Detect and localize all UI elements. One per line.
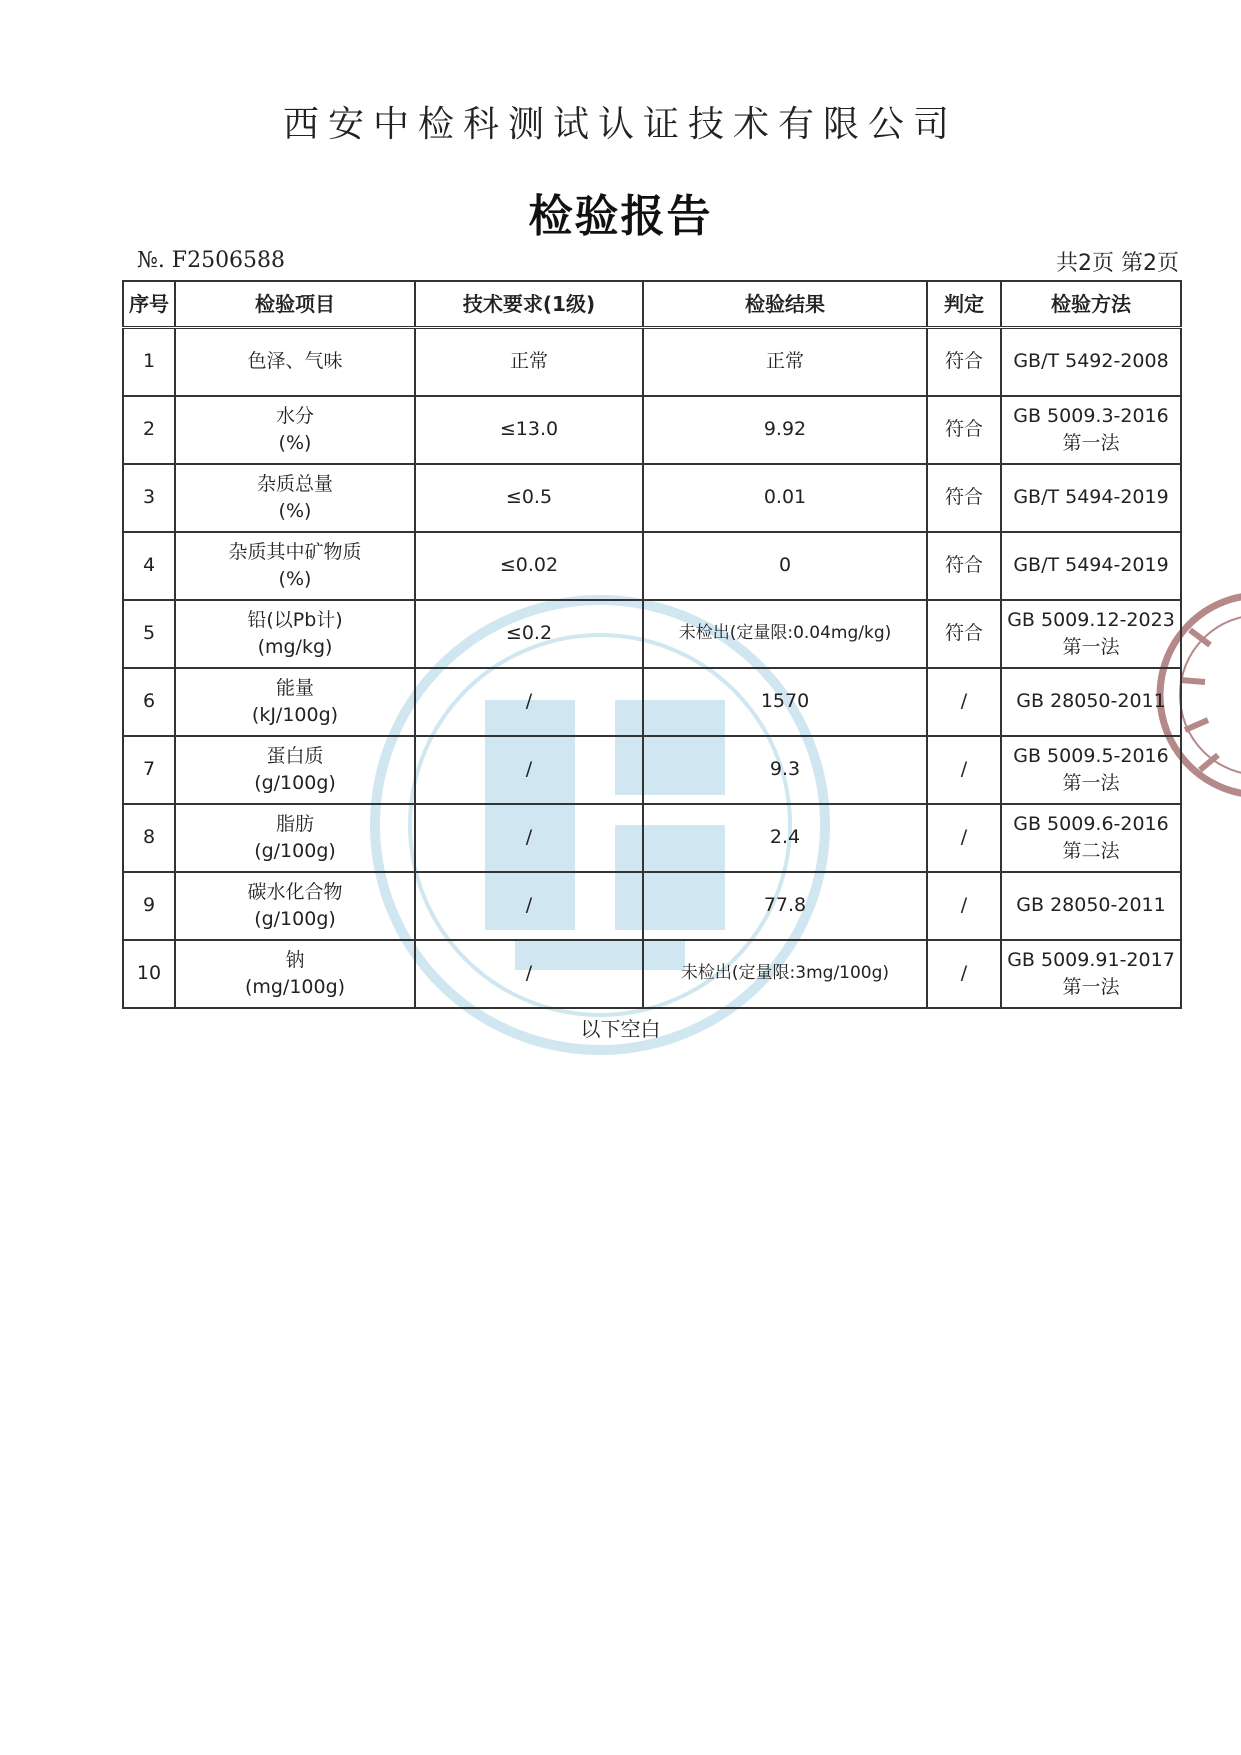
cell-requirement: 正常 (415, 328, 643, 396)
cell-item (175, 600, 415, 668)
cell-item (175, 328, 415, 396)
table-row (123, 668, 1181, 736)
cell-verdict: / (927, 668, 1001, 736)
cell-no: 7 (123, 736, 175, 804)
item-unit: (kJ/100g) (251, 703, 339, 726)
table-header-row (123, 281, 1181, 328)
cell-requirement: / (415, 804, 643, 872)
table-row (123, 464, 1181, 532)
cell-item (175, 396, 415, 464)
item-name: 杂质总量 (256, 472, 333, 495)
item-name: 水分 (275, 404, 314, 427)
table-row (123, 736, 1181, 804)
cell-requirement: / (415, 940, 643, 1008)
cell-verdict: / (927, 872, 1001, 940)
method-clause: 第二法 (1062, 839, 1120, 862)
method-standard: GB/T 5494-2019 (1013, 554, 1169, 576)
cell-result: 未检出(定量限:0.04mg/kg) (643, 600, 927, 668)
cell-result: 9.92 (643, 396, 927, 464)
cell-method (1001, 464, 1181, 532)
cell-no: 1 (123, 328, 175, 396)
cell-requirement: ≤13.0 (415, 396, 643, 464)
cell-result: 正常 (643, 328, 927, 396)
cell-item (175, 804, 415, 872)
cell-method (1001, 736, 1181, 804)
method-standard: GB 5009.91-2017 (1007, 948, 1175, 971)
cell-verdict: 符合 (927, 464, 1001, 532)
method-clause: 第一法 (1062, 635, 1120, 658)
cell-method (1001, 396, 1181, 464)
item-name: 蛋白质 (266, 744, 324, 767)
report-title: 检验报告 (528, 191, 713, 242)
cell-item (175, 872, 415, 940)
cell-no: 5 (123, 600, 175, 668)
item-unit: (%) (278, 567, 312, 590)
cell-method (1001, 668, 1181, 736)
cell-result: 2.4 (643, 804, 927, 872)
cell-item (175, 464, 415, 532)
item-name: 杂质其中矿物质 (228, 540, 362, 563)
results-table (122, 280, 1182, 1009)
cell-method (1001, 328, 1181, 396)
cell-verdict: / (927, 736, 1001, 804)
cell-requirement: ≤0.5 (415, 464, 643, 532)
cell-result: 1570 (643, 668, 927, 736)
cell-no: 8 (123, 804, 175, 872)
header-method: 检验方法 (1001, 281, 1181, 328)
cell-no: 2 (123, 396, 175, 464)
cell-method (1001, 872, 1181, 940)
method-standard: GB 28050-2011 (1016, 894, 1166, 916)
header-no: 序号 (123, 281, 175, 328)
company-name: 西安中检科测试认证技术有限公司 (282, 104, 958, 145)
method-clause: 第一法 (1062, 975, 1120, 998)
cell-verdict: 符合 (927, 396, 1001, 464)
table-row (123, 872, 1181, 940)
item-unit: (mg/100g) (244, 975, 346, 998)
cell-no: 9 (123, 872, 175, 940)
item-unit: (g/100g) (254, 771, 336, 794)
table-row (123, 532, 1181, 600)
header-requirement: 技术要求(1级) (415, 281, 643, 328)
cell-no: 10 (123, 940, 175, 1008)
cell-method (1001, 804, 1181, 872)
cell-verdict: 符合 (927, 328, 1001, 396)
item-unit: (%) (278, 431, 312, 454)
cell-item (175, 736, 415, 804)
header-result: 检验结果 (643, 281, 927, 328)
cell-result: 0.01 (643, 464, 927, 532)
item-unit: (g/100g) (254, 839, 336, 862)
cell-requirement: / (415, 872, 643, 940)
cell-item (175, 668, 415, 736)
cell-requirement: / (415, 668, 643, 736)
cell-no: 6 (123, 668, 175, 736)
blank-below-note: 以下空白 (580, 1017, 661, 1041)
cell-method (1001, 600, 1181, 668)
method-clause: 第一法 (1062, 771, 1120, 794)
cell-item (175, 532, 415, 600)
cell-method (1001, 940, 1181, 1008)
item-unit: (mg/kg) (257, 635, 333, 658)
page-indicator: 共2页 第2页 (1056, 251, 1179, 276)
item-name: 色泽、气味 (247, 350, 343, 373)
cell-verdict: 符合 (927, 532, 1001, 600)
table-row (123, 600, 1181, 668)
method-standard: GB/T 5492-2008 (1013, 350, 1169, 373)
method-standard: GB 5009.12-2023 (1007, 608, 1175, 631)
cell-no: 4 (123, 532, 175, 600)
header-item: 检验项目 (175, 281, 415, 328)
method-standard: GB 28050-2011 (1016, 690, 1166, 712)
cell-no: 3 (123, 464, 175, 532)
cell-result: 未检出(定量限:3mg/100g) (643, 940, 927, 1008)
table-row (123, 396, 1181, 464)
method-standard: GB/T 5494-2019 (1013, 486, 1169, 508)
table-row (123, 804, 1181, 872)
item-name: 碳水化合物 (247, 880, 343, 903)
cell-requirement: ≤0.2 (415, 600, 643, 668)
cell-result: 9.3 (643, 736, 927, 804)
cell-verdict: 符合 (927, 600, 1001, 668)
cell-item (175, 940, 415, 1008)
cell-result: 77.8 (643, 872, 927, 940)
item-unit: (g/100g) (254, 907, 336, 930)
method-clause: 第一法 (1062, 431, 1120, 454)
item-name: 铅(以Pb计) (247, 608, 343, 631)
method-standard: GB 5009.6-2016 (1013, 812, 1169, 835)
item-name: 能量 (275, 676, 314, 699)
cell-result: 0 (643, 532, 927, 600)
table-row (123, 328, 1181, 396)
item-name: 钠 (285, 948, 305, 971)
method-standard: GB 5009.5-2016 (1013, 744, 1169, 767)
header-verdict: 判定 (927, 281, 1001, 328)
item-unit: (%) (278, 499, 312, 522)
cell-requirement: / (415, 736, 643, 804)
cell-verdict: / (927, 804, 1001, 872)
method-standard: GB 5009.3-2016 (1013, 404, 1169, 427)
table-row (123, 940, 1181, 1008)
cell-verdict: / (927, 940, 1001, 1008)
cell-method (1001, 532, 1181, 600)
report-number: №. F2506588 (137, 248, 286, 273)
cell-requirement: ≤0.02 (415, 532, 643, 600)
item-name: 脂肪 (275, 812, 314, 835)
